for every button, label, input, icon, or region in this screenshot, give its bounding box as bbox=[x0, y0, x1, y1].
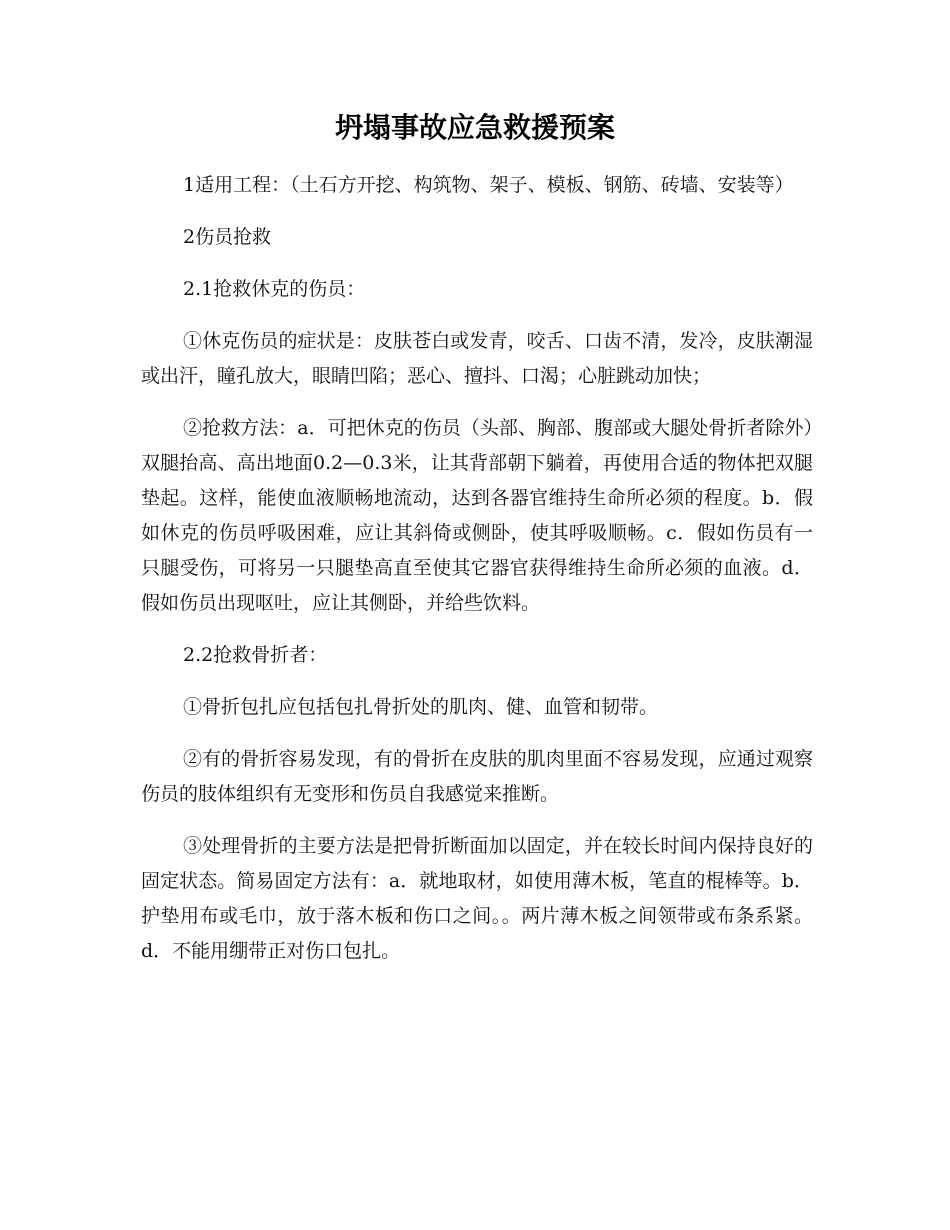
paragraph-shock-methods: ②抢救方法：a．可把休克的伤员（头部、胸部、腹部或大腿处骨折者除外）双腿抬高、高出地面0.2—0.3米，让其背部朝下躺着，再使用合适的物体把双腿垫起。这样，能使血液顺畅地流动，达到各器官维持生命所必须的程度。b．假如休克的伤员呼吸困难，应让其斜倚或侧卧，使其呼吸顺畅。c．假如伤员有一只腿受伤，可将另一只腿垫高直至使其它器官获得维持生命所必须的血液。d．假如伤员出现呕吐，应让其侧卧，并给些饮料。 bbox=[141, 417, 813, 614]
paragraph-fracture-bandaging: ①骨折包扎应包括包扎骨折处的肌肉、健、血管和韧带。 bbox=[183, 696, 659, 718]
heading-casualty-rescue: 2伤员抢救 bbox=[183, 226, 272, 248]
paragraph-shock-symptoms: ①休克伤员的症状是：皮肤苍白或发青，咬舌、口齿不清，发冷，皮肤潮湿或出汗，瞳孔放大，眼睛凹陷；恶心、擅抖、口渴；心脏跳动加快； bbox=[141, 330, 813, 387]
heading-shock-rescue: 2.1抢救休克的伤员： bbox=[183, 278, 366, 300]
paragraph-fracture-detection: ②有的骨折容易发现，有的骨折在皮肤的肌肉里面不容易发现，应通过观察伤员的肢体组织有无变形和伤员自我感觉来推断。 bbox=[141, 748, 813, 805]
paragraph-scope: 1适用工程：（土石方开挖、构筑物、架子、模板、钢筋、砖墙、安装等） bbox=[183, 174, 794, 196]
heading-fracture-rescue: 2.2抢救骨折者： bbox=[183, 644, 328, 666]
document-body bbox=[141, 168, 813, 986]
document-title: 坍塌事故应急救援预案 bbox=[334, 111, 615, 144]
paragraph-fracture-fixation: ③处理骨折的主要方法是把骨折断面加以固定，并在较长时间内保持良好的固定状态。简易固定方法有：a．就地取材，如使用薄木板，笔直的棍棒等。b．护垫用布或毛巾，放于落木板和伤口之间。。两片薄木板之间领带或布条系紧。d．不能用绷带正对伤口包扎。 bbox=[141, 835, 813, 962]
